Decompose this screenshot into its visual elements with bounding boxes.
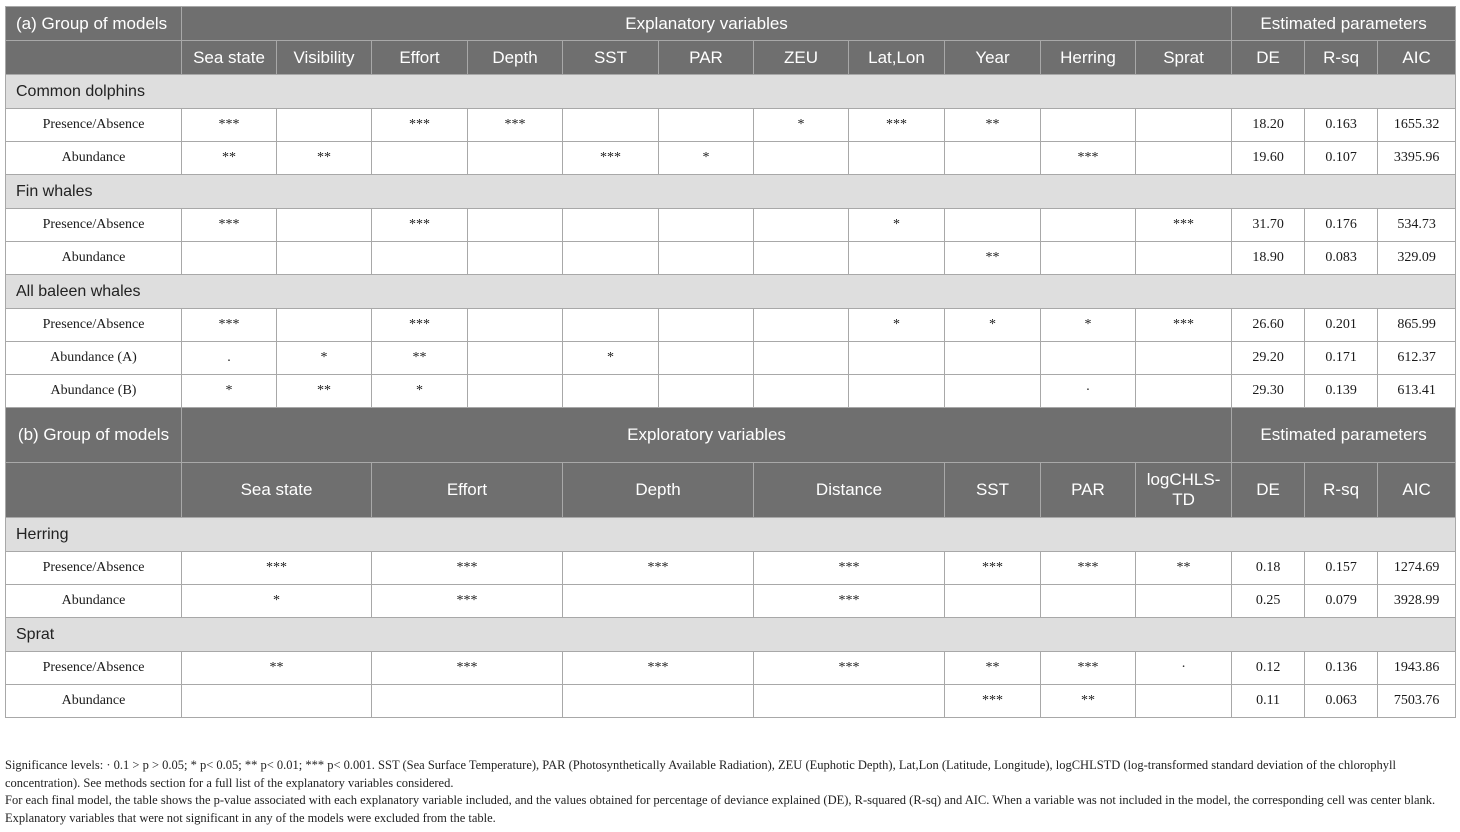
table-cell: *: [1041, 309, 1136, 342]
table-cell: 3928.99: [1378, 585, 1456, 618]
table-row: [6, 142, 1456, 175]
table-cell: **: [1041, 685, 1136, 718]
table-cell: 0.163: [1305, 109, 1378, 142]
table-cell: 0.107: [1305, 142, 1378, 175]
group-name: Sprat: [6, 618, 1456, 652]
group-row: [6, 175, 1456, 209]
column-header-zeu: ZEU: [754, 41, 849, 75]
table-cell: ***: [1136, 209, 1232, 242]
table-cell: 0.079: [1305, 585, 1378, 618]
table-cell: [468, 375, 563, 408]
table-cell: **: [182, 652, 372, 685]
table-cell: [1041, 585, 1136, 618]
table-row: [6, 552, 1456, 585]
column-header-sst: SST: [563, 41, 659, 75]
table-cell: [659, 342, 754, 375]
column-header-effort: Effort: [372, 41, 468, 75]
column-header-distance: Distance: [754, 463, 945, 518]
table-cell: ***: [372, 652, 563, 685]
table-cell: ***: [754, 585, 945, 618]
table-cell: [849, 342, 945, 375]
row-label: Abundance (A): [6, 342, 182, 375]
table-cell: 0.11: [1232, 685, 1305, 718]
table-cell: [659, 209, 754, 242]
part-a-column-header-row: [6, 41, 1456, 75]
table-cell: *: [945, 309, 1041, 342]
table-cell: [945, 142, 1041, 175]
column-header-sst: SST: [945, 463, 1041, 518]
table-cell: [754, 309, 849, 342]
table-row: [6, 242, 1456, 275]
table-cell: ***: [372, 209, 468, 242]
table-cell: 3395.96: [1378, 142, 1456, 175]
table-cell: [945, 342, 1041, 375]
table-cell: ***: [563, 552, 754, 585]
column-header-logchls-td: logCHLS-TD: [1136, 463, 1232, 518]
table-cell: *: [849, 309, 945, 342]
table-cell: .: [182, 342, 277, 375]
table-cell: [372, 685, 563, 718]
table-cell: [754, 242, 849, 275]
table-cell: **: [945, 242, 1041, 275]
column-header-r-sq: R-sq: [1305, 463, 1378, 518]
table-cell: ***: [1041, 652, 1136, 685]
table-cell: 329.09: [1378, 242, 1456, 275]
column-header-par: PAR: [659, 41, 754, 75]
table-cell: [659, 242, 754, 275]
table-cell: [659, 109, 754, 142]
table-cell: ***: [372, 552, 563, 585]
column-header-herring: Herring: [1041, 41, 1136, 75]
column-header-lat-lon: Lat,Lon: [849, 41, 945, 75]
table-cell: 0.12: [1232, 652, 1305, 685]
table-cell: [849, 375, 945, 408]
table-cell: [1041, 209, 1136, 242]
column-header-depth: Depth: [563, 463, 754, 518]
explanatory-variables-header: Explanatory variables: [182, 7, 1232, 41]
column-header-effort: Effort: [372, 463, 563, 518]
table-cell: [182, 685, 372, 718]
table-cell: 0.083: [1305, 242, 1378, 275]
footnote-significance: Significance levels: · 0.1 > p > 0.05; * p< 0.05; ** p< 0.01; *** p< 0.001. SST (Sea Surface Temperature), PAR (Photosynthetically Available Radiation), ZEU (Euphotic Depth), Lat,Lon (Latitude, Longitude), logCHLSTD (log-transformed standard deviation of the chlorophyll concentration). See methods section for a full list of the explanatory variables considered.: [5, 758, 1396, 790]
table-cell: 19.60: [1232, 142, 1305, 175]
table-cell: 0.157: [1305, 552, 1378, 585]
group-name: Fin whales: [6, 175, 1456, 209]
part-b-column-header-row: [6, 463, 1456, 518]
table-cell: [1041, 242, 1136, 275]
table-cell: **: [1136, 552, 1232, 585]
table-row: [6, 309, 1456, 342]
group-name: All baleen whales: [6, 275, 1456, 309]
table-cell: 1274.69: [1378, 552, 1456, 585]
column-header-de: DE: [1232, 41, 1305, 75]
table-cell: ***: [372, 309, 468, 342]
table-cell: 1655.32: [1378, 109, 1456, 142]
table-cell: ***: [1041, 142, 1136, 175]
table-cell: ***: [182, 209, 277, 242]
table-cell: 534.73: [1378, 209, 1456, 242]
table-cell: [659, 375, 754, 408]
table-cell: ***: [754, 552, 945, 585]
table-cell: 0.171: [1305, 342, 1378, 375]
table-cell: 7503.76: [1378, 685, 1456, 718]
row-label: Presence/Absence: [6, 652, 182, 685]
table-cell: [754, 209, 849, 242]
table-row: [6, 342, 1456, 375]
table-cell: ·: [1136, 652, 1232, 685]
table-cell: [754, 342, 849, 375]
table-cell: 0.139: [1305, 375, 1378, 408]
table-cell: [563, 375, 659, 408]
table-cell: [1136, 109, 1232, 142]
table-cell: 18.90: [1232, 242, 1305, 275]
table-cell: [563, 309, 659, 342]
table-cell: [372, 242, 468, 275]
row-label: Abundance: [6, 685, 182, 718]
table-cell: 0.25: [1232, 585, 1305, 618]
table-cell: [945, 585, 1041, 618]
table-row: [6, 209, 1456, 242]
table-cell: 0.18: [1232, 552, 1305, 585]
table-cell: ***: [945, 685, 1041, 718]
table-cell: 865.99: [1378, 309, 1456, 342]
table-cell: *: [182, 375, 277, 408]
row-label: Presence/Absence: [6, 109, 182, 142]
column-header-aic: AIC: [1378, 41, 1456, 75]
table-cell: 29.20: [1232, 342, 1305, 375]
group-row: [6, 518, 1456, 552]
group-name: Herring: [6, 518, 1456, 552]
table-cell: [754, 375, 849, 408]
table-cell: [1041, 109, 1136, 142]
table-cell: ***: [563, 652, 754, 685]
table-cell: 613.41: [1378, 375, 1456, 408]
table-cell: 29.30: [1232, 375, 1305, 408]
table-cell: **: [945, 652, 1041, 685]
column-header-aic: AIC: [1378, 463, 1456, 518]
column-header-r-sq: R-sq: [1305, 41, 1378, 75]
table-cell: [563, 585, 754, 618]
table-cell: [849, 142, 945, 175]
table-cell: 0.201: [1305, 309, 1378, 342]
table-cell: 0.176: [1305, 209, 1378, 242]
table-cell: [945, 375, 1041, 408]
footnote-explanation: For each final model, the table shows the p-value associated with each explanatory variable included, and the values obtained for percentage of deviance explained (DE), R-squared (R-sq) and AIC. When a variable was not included in the model, the corresponding cell was center blank. Explanatory variables that were not significant in any of the models were excluded from the table.: [5, 793, 1436, 825]
table-cell: [563, 109, 659, 142]
table-cell: *: [182, 585, 372, 618]
part-a-body: [6, 7, 1456, 408]
table-cell: *: [659, 142, 754, 175]
table-cell: **: [277, 375, 372, 408]
column-header-de: DE: [1232, 463, 1305, 518]
table-row: [6, 109, 1456, 142]
table-cell: [659, 309, 754, 342]
row-label: Abundance: [6, 242, 182, 275]
table-cell: [1136, 685, 1232, 718]
table-cell: 31.70: [1232, 209, 1305, 242]
table-cell: [945, 209, 1041, 242]
group-row: [6, 618, 1456, 652]
column-header-visibility: Visibility: [277, 41, 372, 75]
table-cell: [563, 242, 659, 275]
row-label: Presence/Absence: [6, 209, 182, 242]
table-cell: 26.60: [1232, 309, 1305, 342]
results-table: [5, 6, 1456, 718]
table-cell: 0.063: [1305, 685, 1378, 718]
table-cell: 18.20: [1232, 109, 1305, 142]
table-cell: **: [372, 342, 468, 375]
table-cell: [468, 342, 563, 375]
table-cell: *: [372, 375, 468, 408]
part-a-group-header: (a) Group of models: [6, 7, 182, 41]
table-cell: 612.37: [1378, 342, 1456, 375]
table-cell: [468, 309, 563, 342]
row-label: Abundance (B): [6, 375, 182, 408]
table-row: [6, 685, 1456, 718]
column-header-par: PAR: [1041, 463, 1136, 518]
table-cell: [277, 309, 372, 342]
table-cell: [468, 242, 563, 275]
table-cell: ***: [372, 585, 563, 618]
table-cell: ***: [372, 109, 468, 142]
column-header-sea-state: Sea state: [182, 41, 277, 75]
table-cell: ***: [468, 109, 563, 142]
column-header-depth: Depth: [468, 41, 563, 75]
table-row: [6, 375, 1456, 408]
table-cell: [1136, 375, 1232, 408]
table-cell: ***: [849, 109, 945, 142]
table-cell: [277, 109, 372, 142]
table-cell: 0.136: [1305, 652, 1378, 685]
table-cell: ***: [945, 552, 1041, 585]
table-cell: *: [754, 109, 849, 142]
row-label: Presence/Absence: [6, 309, 182, 342]
row-label: Abundance: [6, 585, 182, 618]
table-cell: [1041, 342, 1136, 375]
table-row: [6, 652, 1456, 685]
exploratory-variables-header: Exploratory variables: [182, 408, 1232, 463]
table-cell: 1943.86: [1378, 652, 1456, 685]
table-cell: [754, 685, 945, 718]
table-cell: *: [849, 209, 945, 242]
part-a-empty-header-cell: [6, 41, 182, 75]
column-header-sea-state: Sea state: [182, 463, 372, 518]
part-b-empty-header-cell: [6, 463, 182, 518]
table-cell: [754, 142, 849, 175]
table-cell: ***: [182, 109, 277, 142]
group-row: [6, 75, 1456, 109]
part-a-estimated-parameters-header: Estimated parameters: [1232, 7, 1456, 41]
table-cell: **: [945, 109, 1041, 142]
table-row: [6, 585, 1456, 618]
table-cell: [372, 142, 468, 175]
table-cell: ***: [1041, 552, 1136, 585]
table-cell: [1136, 342, 1232, 375]
part-a-header-row: [6, 7, 1456, 41]
table-footnote: [5, 757, 1457, 827]
table-cell: [277, 209, 372, 242]
table-cell: ***: [182, 552, 372, 585]
table-cell: ·: [1041, 375, 1136, 408]
table-cell: [1136, 242, 1232, 275]
table-cell: [1136, 142, 1232, 175]
part-b-body: [6, 408, 1456, 718]
table-cell: ***: [754, 652, 945, 685]
table-cell: [849, 242, 945, 275]
group-row: [6, 275, 1456, 309]
part-b-estimated-parameters-header: Estimated parameters: [1232, 408, 1456, 463]
table-cell: [277, 242, 372, 275]
table-cell: [468, 209, 563, 242]
part-b-header-row: [6, 408, 1456, 463]
table-cell: *: [277, 342, 372, 375]
group-name: Common dolphins: [6, 75, 1456, 109]
table-cell: ***: [563, 142, 659, 175]
row-label: Abundance: [6, 142, 182, 175]
table-cell: [563, 685, 754, 718]
table-cell: ***: [182, 309, 277, 342]
column-header-year: Year: [945, 41, 1041, 75]
table-cell: [1136, 585, 1232, 618]
table-cell: **: [277, 142, 372, 175]
table-cell: **: [182, 142, 277, 175]
table-cell: ***: [1136, 309, 1232, 342]
part-b-group-header: (b) Group of models: [6, 408, 182, 463]
row-label: Presence/Absence: [6, 552, 182, 585]
column-header-sprat: Sprat: [1136, 41, 1232, 75]
table-cell: *: [563, 342, 659, 375]
table-cell: [182, 242, 277, 275]
table-cell: [563, 209, 659, 242]
table-cell: [468, 142, 563, 175]
